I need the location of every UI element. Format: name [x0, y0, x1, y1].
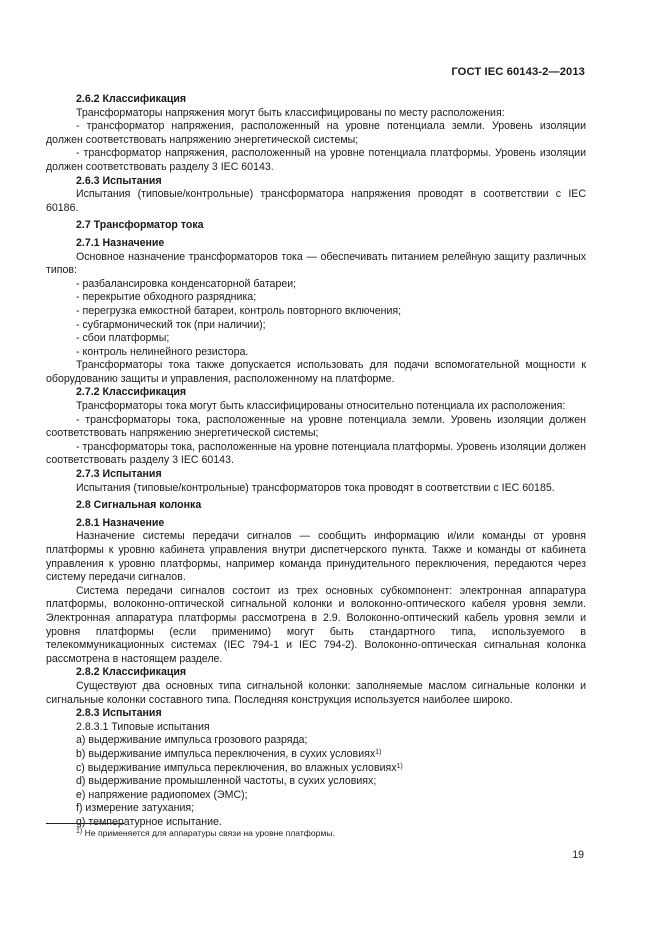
list-item-text: а) выдерживание импульса грозового разряда; [76, 734, 308, 747]
list-item-text: c) выдерживание импульса переключения, во влажных условиях [76, 761, 397, 774]
list-item: - разбалансировка конденсаторной батареи; [76, 277, 297, 290]
paragraph: Существуют два основных типа сигнальной колонки: заполняемые маслом сигнальные колонки и сигнальные колонки составного типа. Последняя конструкция используется наиболее широко. [46, 679, 586, 706]
section-heading: 2.7.3 Испытания [76, 468, 162, 481]
list-item-text: b) выдерживание импульса переключения, в сухих условиях [76, 747, 376, 760]
footnote-divider [46, 823, 124, 824]
paragraph: Трансформаторы тока также допускается использовать для подачи вспомогательной мощности к оборудованию защиты и управления, расположенному на платформе. [46, 359, 586, 385]
paragraph: Основное назначение трансформаторов тока — обеспечивать питанием релейную защиту различных типов: [46, 250, 586, 277]
section-heading: 2.7 Трансформатор тока [76, 219, 204, 232]
section-heading: 2.6.2 Классификация [76, 93, 187, 105]
list-item [76, 802, 586, 816]
list-item [76, 762, 586, 776]
paragraph: - трансформаторы тока, расположенные на уровне потенциала платформы. Уровень изоляции должен соответствовать разделу 3 IEC 60143. [46, 440, 586, 467]
list-item [76, 748, 586, 762]
section-heading: 2.8.1 Назначение [76, 516, 165, 529]
paragraph: Испытания (типовые/контрольные) трансформаторов тока проводят в соответствии с IEC 60185. [76, 481, 555, 494]
paragraph: - трансформатор напряжения, расположенный на уровне потенциала земли. Уровень изоляции должен соответствовать напряжению энергетической системы; [46, 120, 586, 146]
page-number: 19 [572, 849, 584, 861]
section-heading: 2.8 Сигнальная колонка [76, 499, 202, 512]
list-item: - перекрытие обходного разрядника; [76, 291, 257, 304]
footnote-mark: 1) [76, 828, 83, 835]
list-item: - контроль нелинейного резистора. [76, 345, 249, 358]
paragraph: Трансформаторы напряжения могут быть классифицированы по месту расположения: [76, 106, 505, 119]
list-item [76, 775, 586, 789]
page-body [46, 93, 586, 829]
list-item-text: e) напряжение радиопомех (ЭМС); [76, 788, 248, 801]
list-item: - сбои платформы; [76, 332, 170, 345]
list-item [76, 789, 586, 803]
paragraph: - трансформаторы тока, расположенные на уровне потенциала земли. Уровень изоляции должен соответствовать напряжению энергетической системы; [46, 413, 586, 440]
section-heading: 2.7.1 Назначение [76, 236, 165, 249]
footnote-ref: 1) [375, 748, 382, 756]
list-item: - перегрузка емкостной батареи, контроль повторного включения; [76, 304, 402, 317]
paragraph: - трансформатор напряжения, расположенный на уровне потенциала платформы. Уровень изоляции должен соответствовать разделу 3 IEC 60143. [46, 147, 586, 173]
subsection-heading: 2.8.3.1 Типовые испытания [76, 720, 210, 733]
paragraph: Система передачи сигналов состоит из трех основных субкомпонент: электронная аппаратура платформы, волоконно-оптической сигнальной колонки и волоконно-оптического кабеля уровня земли. Электронная аппаратура платформы рассмотрена в 2.9. Волоконно-оптический кабель уровня земли и уровня платформы (если применимо) могут быть стандартного типа, используемого в телекоммуникационных системах (IEC 794-1 и IEC 794-2). Волоконно-оптическая сигнальная колонка рассмотрена в настоящем разделе. [46, 584, 586, 665]
footnote-ref: 1) [396, 762, 403, 770]
list-item-text: d) выдерживание промышленной частоты, в сухих условиях; [76, 775, 377, 788]
footnote [76, 827, 335, 841]
paragraph: Трансформаторы тока могут быть классифицированы относительно потенциала их расположения: [76, 400, 566, 413]
paragraph: Испытания (типовые/контрольные) трансформатора напряжения проводят в соответствии с IEC 60186. [46, 188, 586, 214]
section-heading: 2.7.2 Классификация [76, 386, 187, 399]
list-item [76, 734, 586, 748]
section-heading: 2.8.3 Испытания [76, 707, 162, 720]
document-header: ГОСТ IEC 60143-2—2013 [451, 66, 585, 78]
list-item-text: g) температурное испытание. [76, 815, 222, 828]
section-heading: 2.8.2 Классификация [76, 666, 187, 679]
paragraph: Назначение системы передачи сигналов — сообщить информацию и/или команды от уровня платформы к уровню кабинета управления внутри диспетчерского пункта. Также и команды от кабинета управления к уровню платформы, например команда принудительного переключения, передаются через систему передачи сигналов. [46, 530, 586, 584]
footnote-text: Не применяется для аппаратуры связи на уровне платформы. [82, 828, 335, 838]
list-item-text: f) измерение затухания; [76, 802, 195, 815]
list-item: - субгармонический ток (при наличии); [76, 318, 266, 331]
section-heading: 2.6.3 Испытания [76, 174, 162, 187]
